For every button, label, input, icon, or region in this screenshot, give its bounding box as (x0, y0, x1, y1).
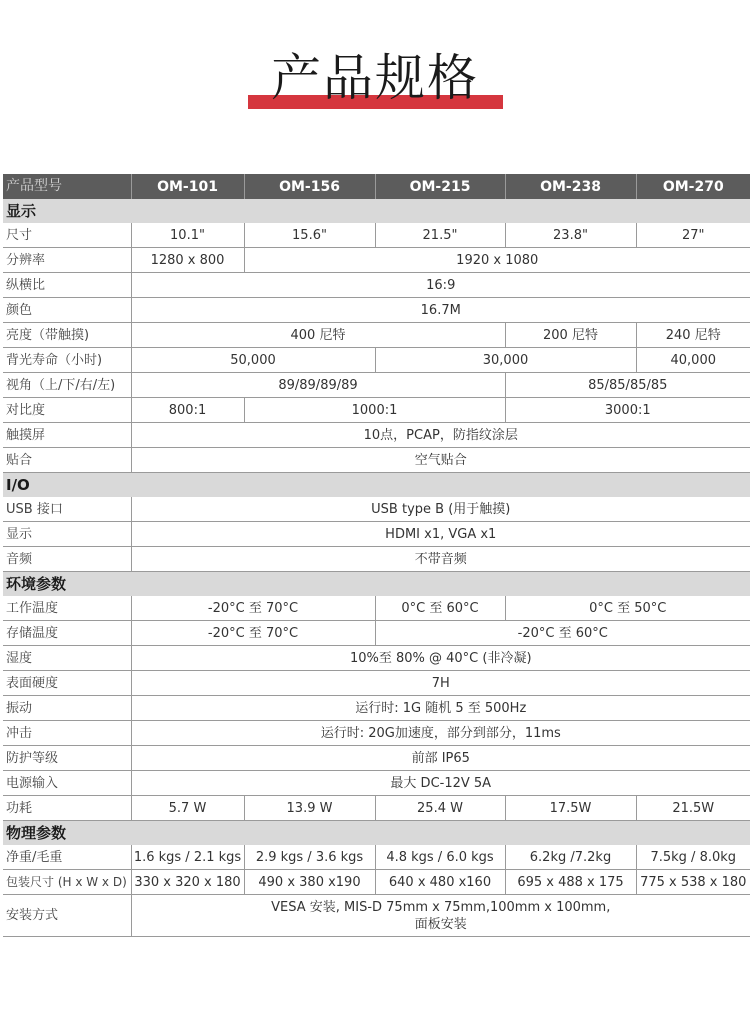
section-title: 环境参数 (3, 572, 750, 597)
row-label: 表面硬度 (3, 671, 131, 696)
table-row (3, 746, 750, 771)
spec-table (3, 174, 750, 937)
row-label: 存储温度 (3, 621, 131, 646)
cell-value: 15.6" (244, 223, 375, 248)
row-label: 亮度（带触摸) (3, 323, 131, 348)
cell-value: 17.5W (505, 796, 636, 821)
row-label: USB 接口 (3, 497, 131, 522)
cell-value-multiline (131, 895, 750, 937)
header-model-om270: OM-270 (636, 174, 750, 199)
cell-value: HDMI x1, VGA x1 (131, 522, 750, 547)
cell-value: 7H (131, 671, 750, 696)
cell-value: 0°C 至 60°C (375, 596, 505, 621)
table-row (3, 895, 750, 937)
table-row (3, 721, 750, 746)
cell-value: 16:9 (131, 273, 750, 298)
cell-value: 6.2kg /7.2kg (505, 845, 636, 870)
table-row (3, 596, 750, 621)
table-row (3, 398, 750, 423)
header-model-om215: OM-215 (375, 174, 505, 199)
cell-value: 10点，PCAP，防指纹涂层 (131, 423, 750, 448)
row-label: 功耗 (3, 796, 131, 821)
cell-value: 89/89/89/89 (131, 373, 505, 398)
table-row (3, 671, 750, 696)
table-row (3, 248, 750, 273)
row-label: 分辨率 (3, 248, 131, 273)
cell-value: 330 x 320 x 180 (131, 870, 244, 895)
section-row-display (3, 199, 750, 223)
cell-value: 不带音频 (131, 547, 750, 572)
cell-value: 1.6 kgs / 2.1 kgs (131, 845, 244, 870)
table-header-row (3, 174, 750, 199)
table-row (3, 497, 750, 522)
row-label: 视角（上/下/右/左) (3, 373, 131, 398)
table-row (3, 845, 750, 870)
header-model-om101: OM-101 (131, 174, 244, 199)
cell-value: 800:1 (131, 398, 244, 423)
section-title: 显示 (3, 199, 750, 223)
table-row (3, 423, 750, 448)
cell-value: 0°C 至 50°C (505, 596, 750, 621)
cell-value: 1280 x 800 (131, 248, 244, 273)
cell-value: 4.8 kgs / 6.0 kgs (375, 845, 505, 870)
cell-value: 7.5kg / 8.0kg (636, 845, 750, 870)
section-row-environment (3, 572, 750, 597)
row-label: 颜色 (3, 298, 131, 323)
row-label: 贴合 (3, 448, 131, 473)
row-label: 净重/毛重 (3, 845, 131, 870)
cell-value: 490 x 380 x190 (244, 870, 375, 895)
cell-value: 85/85/85/85 (505, 373, 750, 398)
cell-value: 运行时: 1G 随机 5 至 500Hz (131, 696, 750, 721)
table-row (3, 771, 750, 796)
page-title-block (0, 46, 750, 116)
cell-value: 13.9 W (244, 796, 375, 821)
header-model-om156: OM-156 (244, 174, 375, 199)
table-row (3, 796, 750, 821)
cell-value: 10%至 80% @ 40°C (非冷凝) (131, 646, 750, 671)
row-label: 包装尺寸 (H x W x D) (3, 870, 131, 895)
cell-value: 最大 DC-12V 5A (131, 771, 750, 796)
table-row (3, 323, 750, 348)
section-title: 物理参数 (3, 821, 750, 846)
cell-value: 775 x 538 x 180 (636, 870, 750, 895)
table-row (3, 646, 750, 671)
cell-value: 695 x 488 x 175 (505, 870, 636, 895)
header-model-om238: OM-238 (505, 174, 636, 199)
cell-value: 16.7M (131, 298, 750, 323)
cell-value: 5.7 W (131, 796, 244, 821)
row-label: 防护等级 (3, 746, 131, 771)
cell-value: 3000:1 (505, 398, 750, 423)
cell-value: 10.1" (131, 223, 244, 248)
cell-value: 200 尼特 (505, 323, 636, 348)
row-label: 尺寸 (3, 223, 131, 248)
table-row (3, 547, 750, 572)
table-row (3, 621, 750, 646)
cell-value: -20°C 至 70°C (131, 596, 375, 621)
cell-value: -20°C 至 60°C (375, 621, 750, 646)
mounting-line-1: VESA 安装, MIS-D 75mm x 75mm,100mm x 100mm, (271, 900, 611, 915)
mounting-line-2: 面板安装 (414, 917, 467, 932)
cell-value: 1000:1 (244, 398, 505, 423)
table-row (3, 373, 750, 398)
cell-value: 21.5" (375, 223, 505, 248)
cell-value: 25.4 W (375, 796, 505, 821)
cell-value: 240 尼特 (636, 323, 750, 348)
page-title: 产品规格 (271, 49, 479, 107)
cell-value: USB type B (用于触摸) (131, 497, 750, 522)
cell-value: 1920 x 1080 (244, 248, 750, 273)
cell-value: 40,000 (636, 348, 750, 373)
table-row (3, 696, 750, 721)
cell-value: 23.8" (505, 223, 636, 248)
table-row (3, 223, 750, 248)
row-label: 湿度 (3, 646, 131, 671)
table-row (3, 522, 750, 547)
row-label: 触摸屏 (3, 423, 131, 448)
row-label: 音频 (3, 547, 131, 572)
cell-value: 21.5W (636, 796, 750, 821)
cell-value: 运行时: 20G加速度，部分到部分，11ms (131, 721, 750, 746)
table-row (3, 273, 750, 298)
cell-value: 27" (636, 223, 750, 248)
section-row-io (3, 473, 750, 498)
row-label: 安装方式 (3, 895, 131, 937)
row-label: 电源输入 (3, 771, 131, 796)
cell-value: 50,000 (131, 348, 375, 373)
table-row (3, 448, 750, 473)
cell-value: 640 x 480 x160 (375, 870, 505, 895)
cell-value: 400 尼特 (131, 323, 505, 348)
row-label: 对比度 (3, 398, 131, 423)
table-row (3, 348, 750, 373)
row-label: 纵横比 (3, 273, 131, 298)
row-label: 工作温度 (3, 596, 131, 621)
row-label: 振动 (3, 696, 131, 721)
row-label: 冲击 (3, 721, 131, 746)
cell-value: 2.9 kgs / 3.6 kgs (244, 845, 375, 870)
cell-value: -20°C 至 70°C (131, 621, 375, 646)
row-label: 背光寿命（小时) (3, 348, 131, 373)
table-row (3, 870, 750, 895)
table-row (3, 298, 750, 323)
row-label: 显示 (3, 522, 131, 547)
section-row-physical (3, 821, 750, 846)
cell-value: 前部 IP65 (131, 746, 750, 771)
section-title: I/O (3, 473, 750, 498)
cell-value: 30,000 (375, 348, 636, 373)
cell-value: 空气贴合 (131, 448, 750, 473)
header-label: 产品型号 (3, 174, 131, 199)
